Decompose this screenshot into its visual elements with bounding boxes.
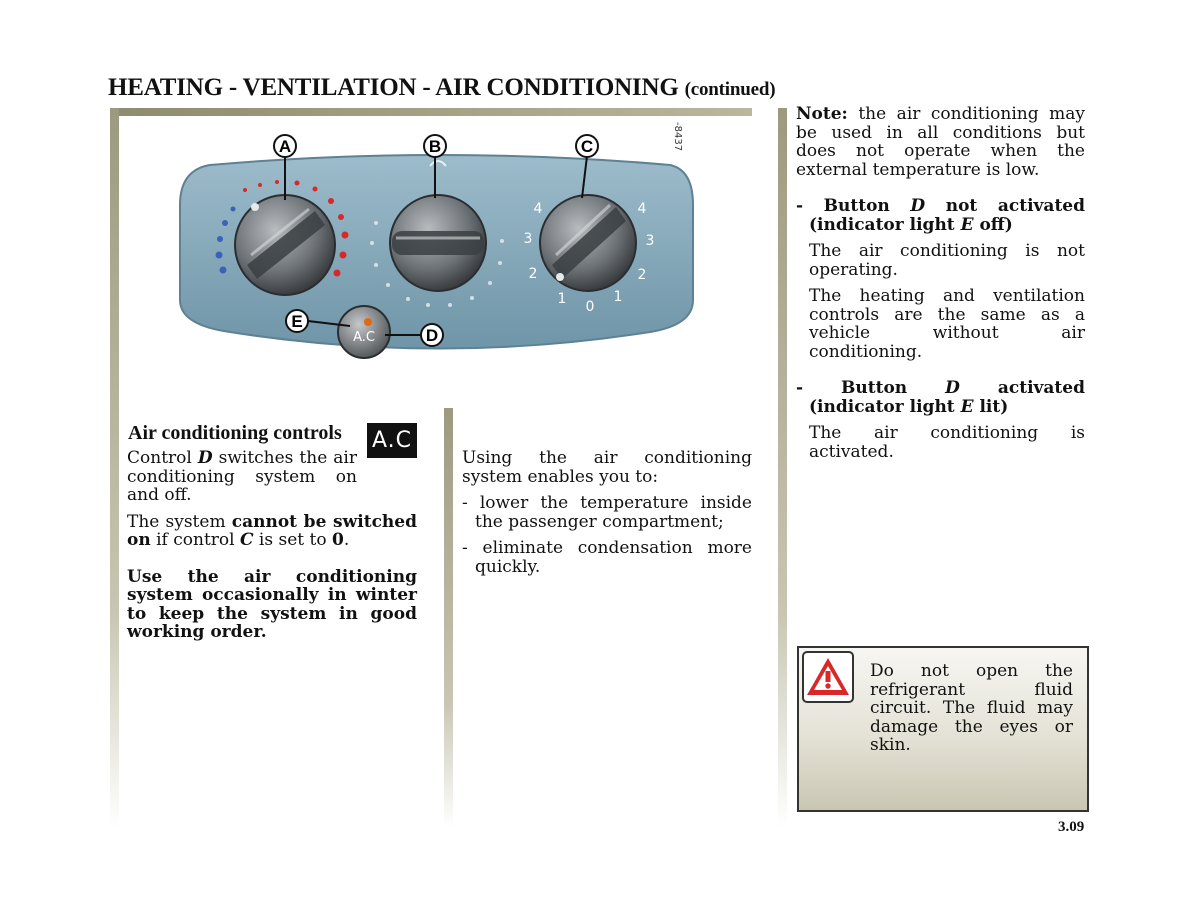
svg-text:1: 1 bbox=[557, 291, 567, 307]
ac-button bbox=[338, 306, 390, 358]
note-paragraph: Note: the air conditioning may be used in all conditions but does not operate when the external temperature is low. bbox=[796, 104, 1085, 180]
right-column-rule bbox=[778, 108, 787, 828]
page-number: 3.09 bbox=[1058, 819, 1085, 835]
top-rule bbox=[110, 108, 752, 116]
svg-text:A.C: A.C bbox=[353, 330, 375, 345]
list-item: - eliminate condensation more quickly. bbox=[462, 538, 752, 577]
svg-text:E: E bbox=[291, 312, 303, 331]
svg-text:2: 2 bbox=[637, 267, 647, 283]
middle-column-rule bbox=[444, 408, 453, 828]
callout-b bbox=[424, 135, 446, 157]
winter-advice: Use the air conditioning system occasionally in winter to keep the system in good working order. bbox=[127, 566, 417, 642]
warning-text: Do not open the refrigerant fluid circuit. The fluid may damage the eyes or skin. bbox=[870, 661, 1073, 755]
svg-text:3: 3 bbox=[523, 231, 533, 247]
middle-column-text bbox=[462, 449, 752, 584]
button-d-off-heading: - Button D not activated (indicator light E off) bbox=[796, 196, 1085, 235]
svg-text:0: 0 bbox=[585, 299, 595, 315]
svg-text:A: A bbox=[278, 137, 292, 156]
callout-c bbox=[576, 135, 598, 157]
svg-text:4: 4 bbox=[533, 201, 543, 217]
section-heading: Air conditioning controls bbox=[128, 422, 342, 444]
button-d-on-heading: - Button D activated (indicator light E lit) bbox=[796, 378, 1085, 417]
intro-paragraph: Using the air conditioning system enables you to: bbox=[462, 448, 752, 487]
control-panel-figure bbox=[170, 120, 710, 400]
left-column-rule bbox=[110, 108, 119, 828]
list-item: - lower the temperature inside the passenger compartment; bbox=[462, 493, 752, 532]
svg-text:B: B bbox=[428, 137, 442, 156]
callout-d bbox=[421, 324, 443, 346]
control-d-paragraph: Control D switches the air conditioning system on and off. bbox=[127, 448, 357, 505]
svg-text:4: 4 bbox=[637, 201, 647, 217]
system-paragraph: The system cannot be switched on if control C is set to 0. bbox=[127, 511, 417, 550]
heating-controls-same: The heating and ventilation controls are the same as a vehicle without air conditioning. bbox=[809, 286, 1085, 362]
ac-activated: The air conditioning is activated. bbox=[809, 423, 1085, 462]
callout-a bbox=[274, 135, 296, 157]
svg-text:1: 1 bbox=[613, 289, 623, 305]
callout-e bbox=[286, 310, 308, 332]
indicator-light-e bbox=[364, 318, 372, 326]
title-suffix: (continued) bbox=[684, 79, 776, 100]
left-column-text bbox=[127, 449, 417, 650]
warning-triangle-icon bbox=[802, 651, 854, 703]
svg-text:C: C bbox=[580, 137, 594, 156]
svg-text:3: 3 bbox=[645, 233, 655, 249]
page-title: HEATING - VENTILATION - AIR CONDITIONING (continued) bbox=[108, 74, 776, 101]
ac-not-operating: The air conditioning is not operating. bbox=[809, 241, 1085, 280]
right-column-text bbox=[796, 105, 1085, 469]
svg-text:D: D bbox=[425, 326, 439, 345]
ac-badge-icon: A.C bbox=[367, 423, 417, 458]
svg-text:2: 2 bbox=[528, 266, 538, 282]
figure-code: -8437 bbox=[672, 122, 683, 152]
